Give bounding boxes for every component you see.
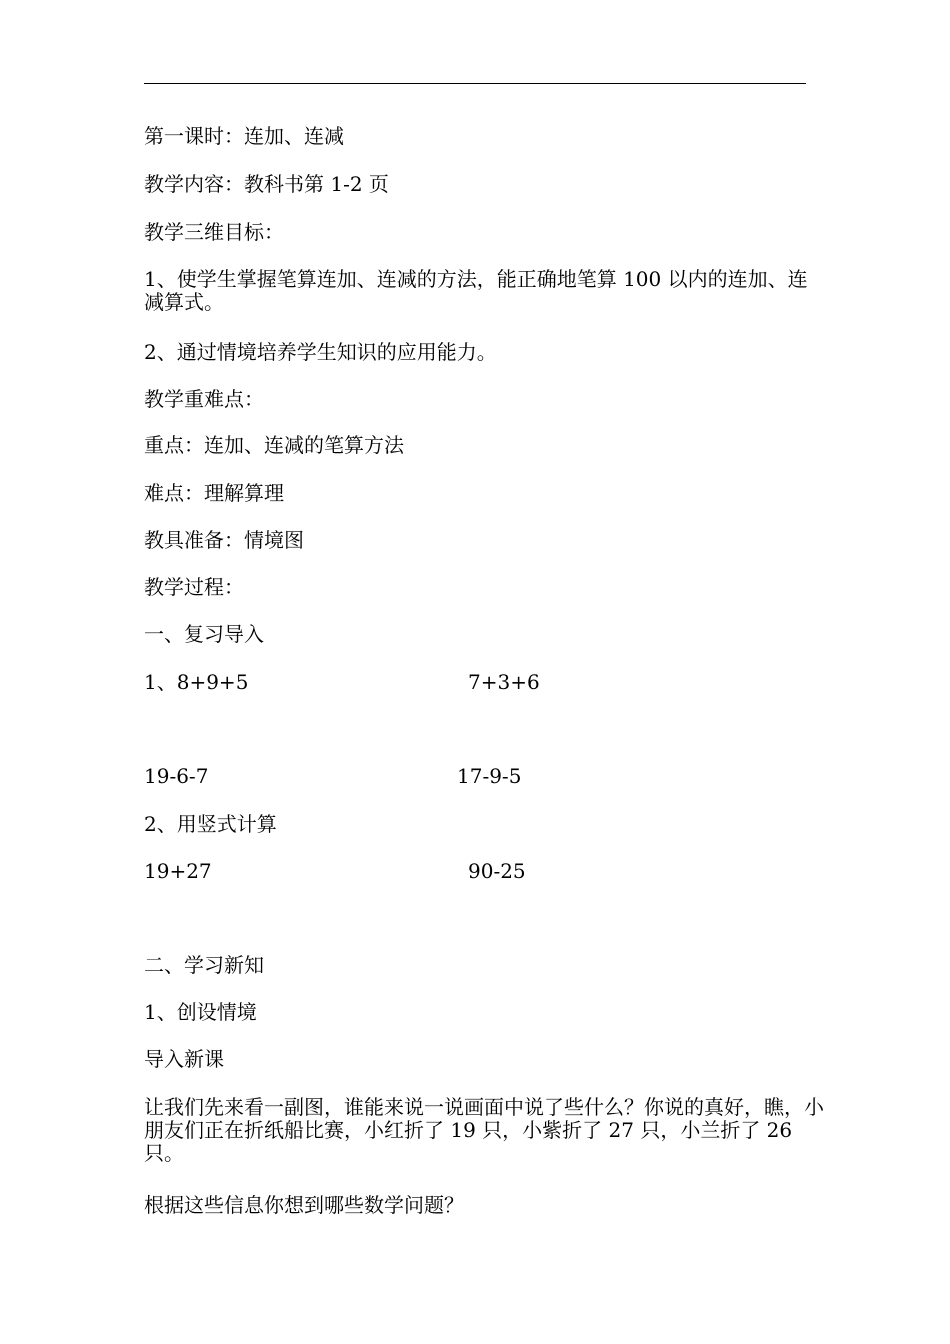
key-points-heading: 教学重难点：: [144, 387, 264, 411]
section-new-knowledge: 二、学习新知: [144, 953, 264, 977]
exercise-2-heading: 2、用竖式计算: [144, 812, 277, 836]
lesson-title: 第一课时：连加、连减: [144, 124, 344, 148]
objective-1: 1、使学生掌握笔算连加、连减的方法，能正确地笔算 100 以内的连加、连减算式。: [144, 267, 808, 314]
introduce-lesson: 导入新课: [144, 1047, 224, 1071]
exercise-2b: 90-25: [468, 859, 526, 883]
header-rule: [144, 83, 806, 84]
exercise-1b: 7+3+6: [468, 670, 540, 694]
exercise-1a: 1、8+9+5: [144, 670, 249, 694]
question-prompt: 根据这些信息你想到哪些数学问题？: [144, 1193, 464, 1217]
exercise-1c: 19-6-7: [144, 764, 209, 788]
teaching-aids: 教具准备：情境图: [144, 528, 304, 552]
key-point: 重点：连加、连减的笔算方法: [144, 433, 404, 457]
scenario-paragraph: 让我们先来看一副图，谁能来说一说画面中说了些什么？你说的真好，瞧，小朋友们正在折纸船比赛，小红折了 19 只，小紫折了 27 只，小兰折了 26 只。: [144, 1095, 824, 1165]
teaching-content: 教学内容：教科书第 1-2 页: [144, 172, 389, 196]
section-review: 一、复习导入: [144, 622, 264, 646]
create-scenario: 1、创设情境: [144, 1000, 257, 1024]
exercise-1d: 17-9-5: [457, 764, 522, 788]
objective-2: 2、通过情境培养学生知识的应用能力。: [144, 340, 497, 364]
exercise-2a: 19+27: [144, 859, 212, 883]
objectives-heading: 教学三维目标：: [144, 220, 284, 244]
process-heading: 教学过程：: [144, 575, 244, 599]
difficult-point: 难点：理解算理: [144, 481, 284, 505]
